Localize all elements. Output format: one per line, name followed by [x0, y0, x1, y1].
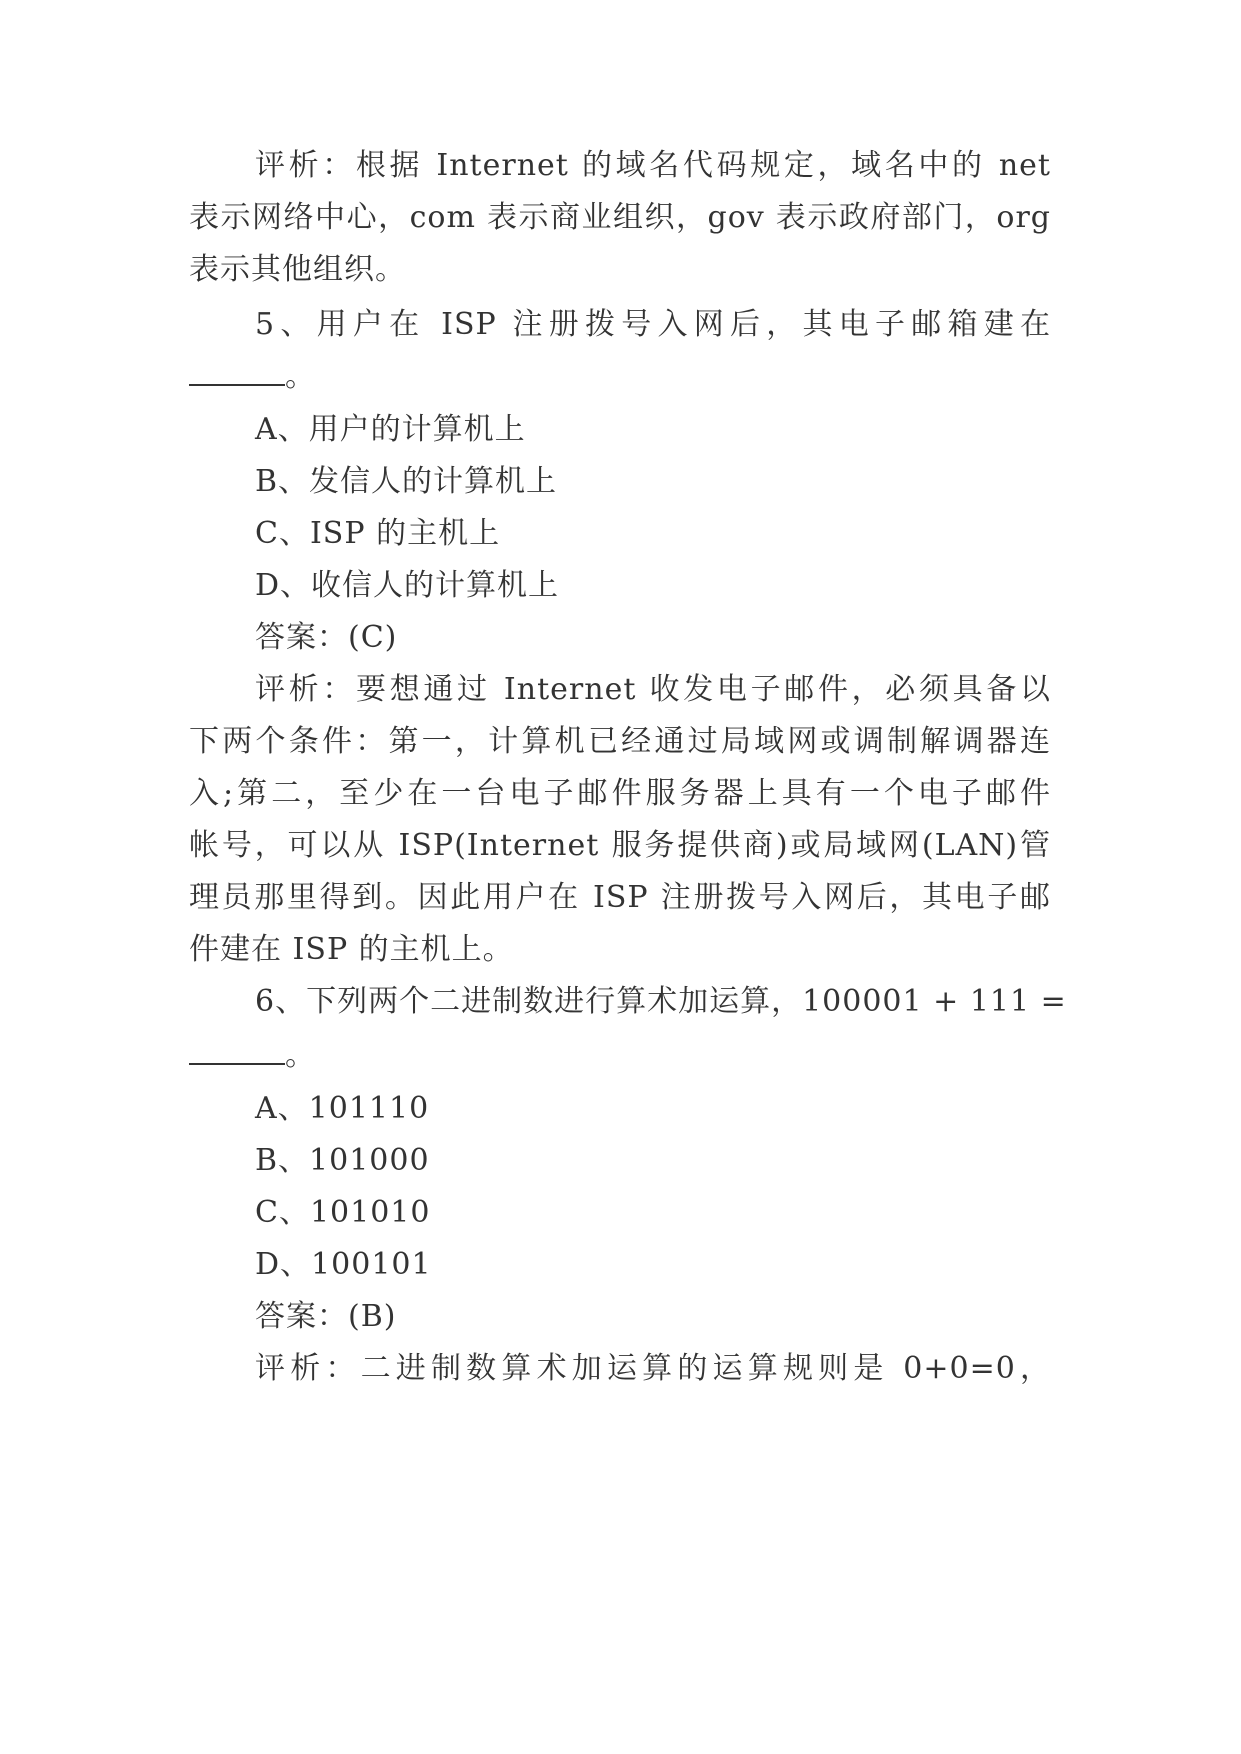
question-5-blank-line: [189, 357, 1051, 397]
analysis-5-line-1: 评析：要想通过 Internet 收发电子邮件，必须具备以: [255, 672, 1051, 707]
analysis-5-line-6: 件建在 ISP 的主机上。: [189, 932, 514, 967]
analysis-5-line-3: 入;第二，至少在一台电子邮件服务器上具有一个电子邮件: [189, 776, 1051, 811]
analysis-4-line-1: 评析：根据 Internet 的域名代码规定，域名中的 net: [255, 148, 1051, 183]
analysis-4-line-2: 表示网络中心，com 表示商业组织，gov 表示政府部门，org: [189, 200, 1051, 235]
question-5: 5、用户在 ISP 注册拨号入网后，其电子邮箱建在: [255, 307, 1051, 342]
answer-blank: [189, 1037, 285, 1065]
question-6-option-c: C、101010: [255, 1195, 431, 1230]
analysis-4-line-3: 表示其他组织。: [189, 252, 406, 287]
question-6-blank-line: [189, 1036, 1051, 1076]
question-5-end: 。: [285, 359, 316, 394]
question-6-option-d: D、100101: [255, 1247, 432, 1282]
question-6: 6、下列两个二进制数进行算术加运算，100001 + 111 =: [255, 984, 1067, 1019]
analysis-5-line-2: 下两个条件：第一，计算机已经通过局域网或调制解调器连: [189, 724, 1051, 759]
question-5-option-a: A、用户的计算机上: [255, 412, 526, 447]
question-6-option-a: A、101110: [255, 1091, 430, 1126]
question-5-option-c: C、ISP 的主机上: [255, 516, 501, 551]
question-6-option-b: B、101000: [255, 1143, 430, 1178]
question-6-answer: 答案：(B): [255, 1299, 397, 1334]
answer-blank: [189, 358, 285, 386]
question-5-option-d: D、收信人的计算机上: [255, 568, 560, 603]
question-5-option-b: B、发信人的计算机上: [255, 464, 558, 499]
analysis-6-line-1: 评析：二进制数算术加运算的运算规则是 0+0=0，: [255, 1351, 1051, 1386]
analysis-5-line-4: 帐号，可以从 ISP(Internet 服务提供商)或局域网(LAN)管: [189, 828, 1051, 863]
question-6-end: 。: [285, 1038, 316, 1073]
question-5-answer: 答案：(C): [255, 620, 398, 655]
analysis-5-line-5: 理员那里得到。因此用户在 ISP 注册拨号入网后，其电子邮: [189, 880, 1051, 915]
